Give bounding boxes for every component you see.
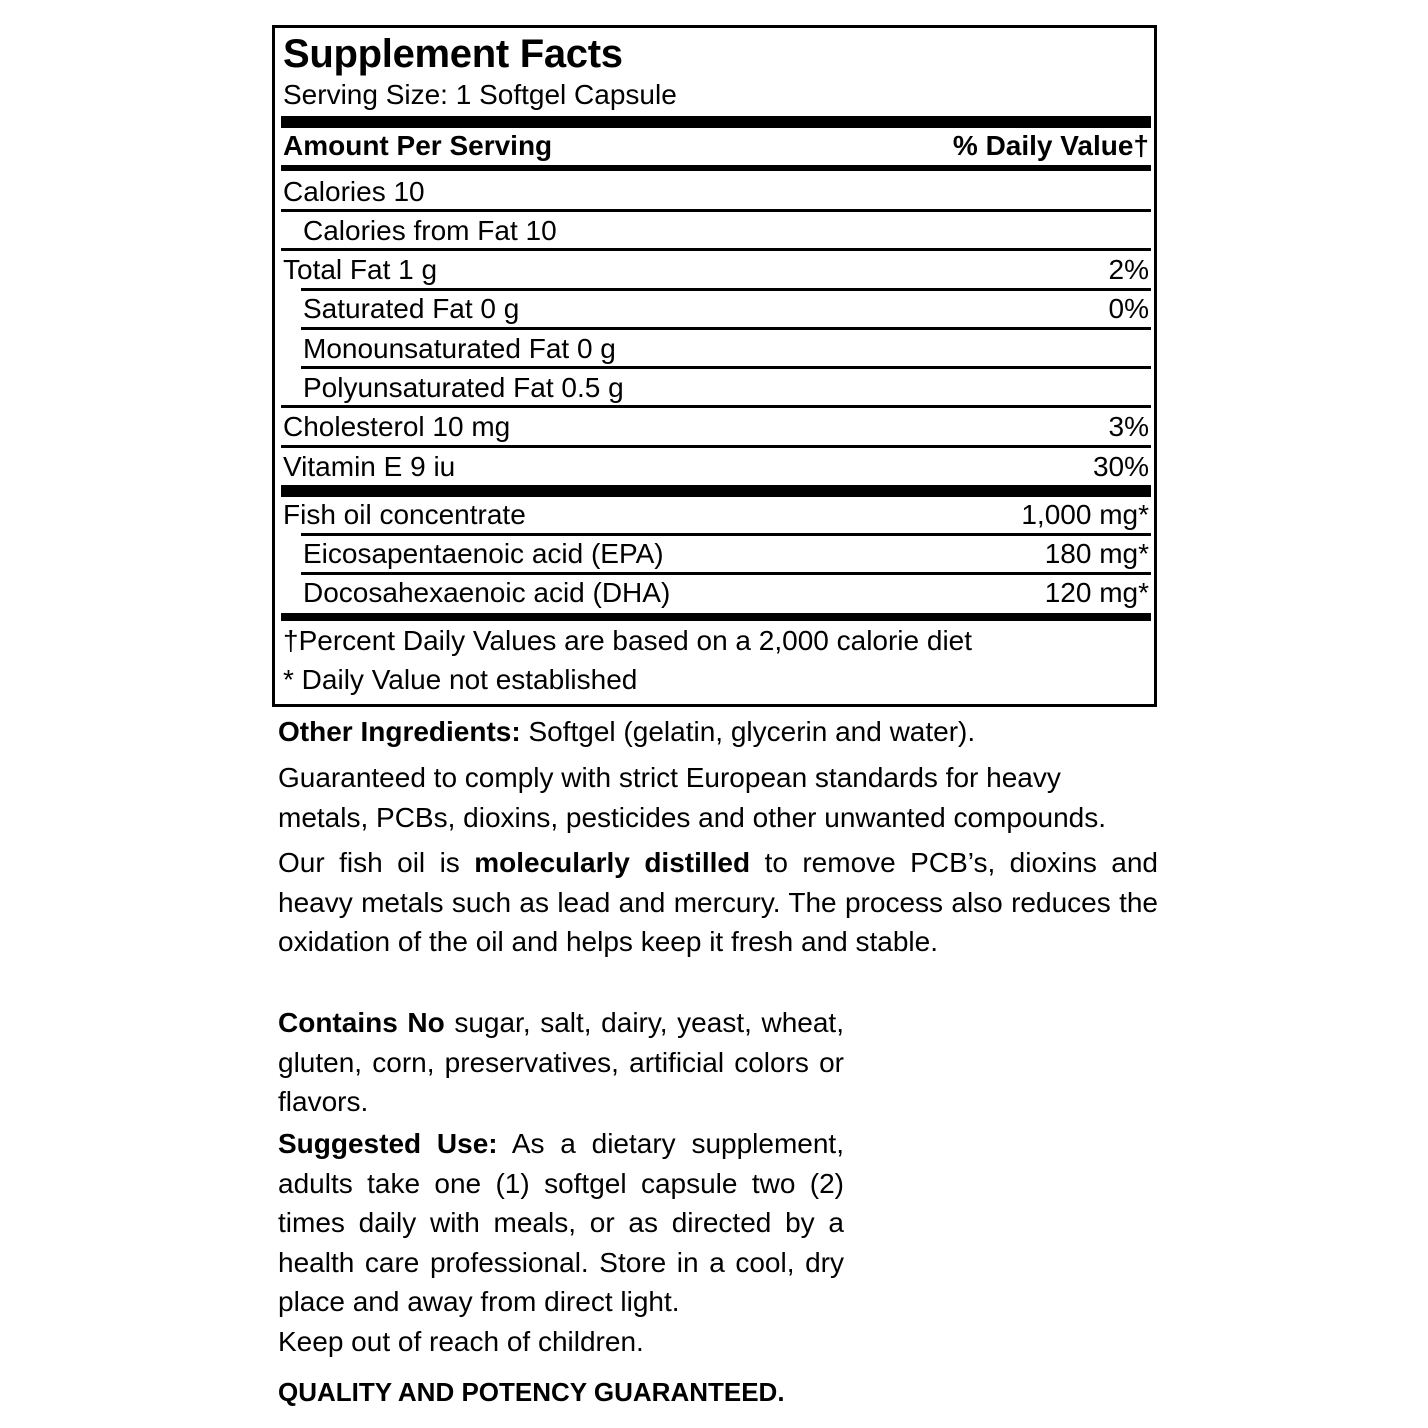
- header-amount-per-serving: Amount Per Serving: [283, 130, 553, 161]
- nutrient-row: [283, 410, 1149, 444]
- ingredient-value: 1,000 mg*: [1021, 499, 1149, 530]
- panel-title: Supplement Facts: [283, 32, 623, 76]
- nutrient-row: [283, 292, 1149, 326]
- supplement-facts-panel: [272, 25, 1157, 707]
- nutrient-row: [283, 450, 1149, 484]
- other-ingredients-text: Softgel (gelatin, glycerin and water).: [520, 716, 976, 747]
- nutrient-row: [283, 175, 1149, 209]
- ingredient-label: Eicosapentaenoic acid (EPA): [303, 538, 664, 569]
- thin-rule: [281, 248, 1151, 251]
- medium-rule: [281, 165, 1151, 171]
- nutrient-label: Cholesterol 10 mg: [283, 411, 511, 442]
- nutrient-value: 30%: [1092, 451, 1149, 482]
- suggested-use: [278, 1124, 844, 1322]
- nutrient-label: Monounsaturated Fat 0 g: [303, 333, 616, 364]
- ingredient-row: [283, 537, 1149, 571]
- thin-rule: [281, 445, 1151, 448]
- thin-rule: [281, 209, 1151, 212]
- serving-size: Serving Size: 1 Softgel Capsule: [283, 79, 677, 110]
- nutrient-row: [283, 214, 1149, 248]
- distilled-bold: molecularly distilled: [474, 847, 751, 878]
- thin-rule: [301, 533, 1151, 536]
- nutrient-row: [283, 332, 1149, 366]
- ingredient-value: 120 mg*: [1044, 577, 1149, 608]
- thin-rule: [301, 288, 1151, 291]
- thick-rule-top: [281, 116, 1151, 128]
- nutrient-value: 3%: [1108, 411, 1149, 442]
- ingredient-label: Fish oil concentrate: [283, 499, 526, 530]
- nutrient-value: 2%: [1108, 254, 1149, 285]
- thin-rule: [301, 327, 1151, 330]
- contains-no-text: sugar, salt, dairy, yeast, wheat, gluten, corn, preservatives, artificial colors or flavors.: [278, 1007, 844, 1117]
- ingredient-row: [283, 498, 1149, 532]
- ingredient-row: [283, 576, 1149, 610]
- nutrient-row: [283, 253, 1149, 287]
- distilled-text: [278, 843, 1158, 962]
- nutrient-label: Calories 10: [283, 176, 425, 207]
- quality-guarantee: QUALITY AND POTENCY GUARANTEED.: [278, 1377, 785, 1407]
- other-ingredients: [278, 712, 975, 752]
- thin-rule: [281, 405, 1151, 408]
- thick-rule-middle: [281, 485, 1151, 497]
- nutrient-label: Saturated Fat 0 g: [303, 293, 520, 324]
- keep-out-text: Keep out of reach of children.: [278, 1326, 644, 1357]
- guarantee-text: Guaranteed to comply with strict European standards for heavy metals, PCBs, dioxins, pesticides and other unwanted compounds.: [278, 762, 1107, 833]
- nutrient-label: Total Fat 1 g: [283, 254, 438, 285]
- footnote-percent-daily: †Percent Daily Values are based on a 2,000 calorie diet: [283, 625, 973, 656]
- nutrient-label: Vitamin E 9 iu: [283, 451, 456, 482]
- distilled-before: Our fish oil is: [278, 847, 475, 878]
- suggested-use-text: As a dietary supplement, adults take one (1) softgel capsule two (2) times daily with meals, or as directed by a health care professional. Store in a cool, dry place and away from direct light.: [278, 1128, 844, 1317]
- footnote-not-established: * Daily Value not established: [283, 664, 638, 695]
- contains-no-label: Contains No: [278, 1007, 445, 1038]
- nutrient-value: 0%: [1108, 293, 1149, 324]
- medium-rule-bottom: [281, 613, 1151, 621]
- thin-rule: [301, 366, 1151, 369]
- distilled-after: to remove PCB’s, dioxins and heavy metals such as lead and mercury. The process also reduces the oxidation of the oil and helps keep it fresh and stable.: [278, 847, 1158, 957]
- header-row: [283, 129, 1149, 163]
- suggested-use-label: Suggested Use:: [278, 1128, 498, 1159]
- nutrient-label: Calories from Fat 10: [303, 215, 557, 246]
- nutrient-row: [283, 371, 1149, 405]
- header-daily-value: % Daily Value†: [952, 130, 1149, 161]
- thin-rule: [301, 572, 1151, 575]
- ingredient-value: 180 mg*: [1044, 538, 1149, 569]
- ingredient-label: Docosahexaenoic acid (DHA): [303, 577, 671, 608]
- nutrient-label: Polyunsaturated Fat 0.5 g: [303, 372, 624, 403]
- contains-no: [278, 1003, 844, 1122]
- other-ingredients-label: Other Ingredients:: [278, 716, 521, 747]
